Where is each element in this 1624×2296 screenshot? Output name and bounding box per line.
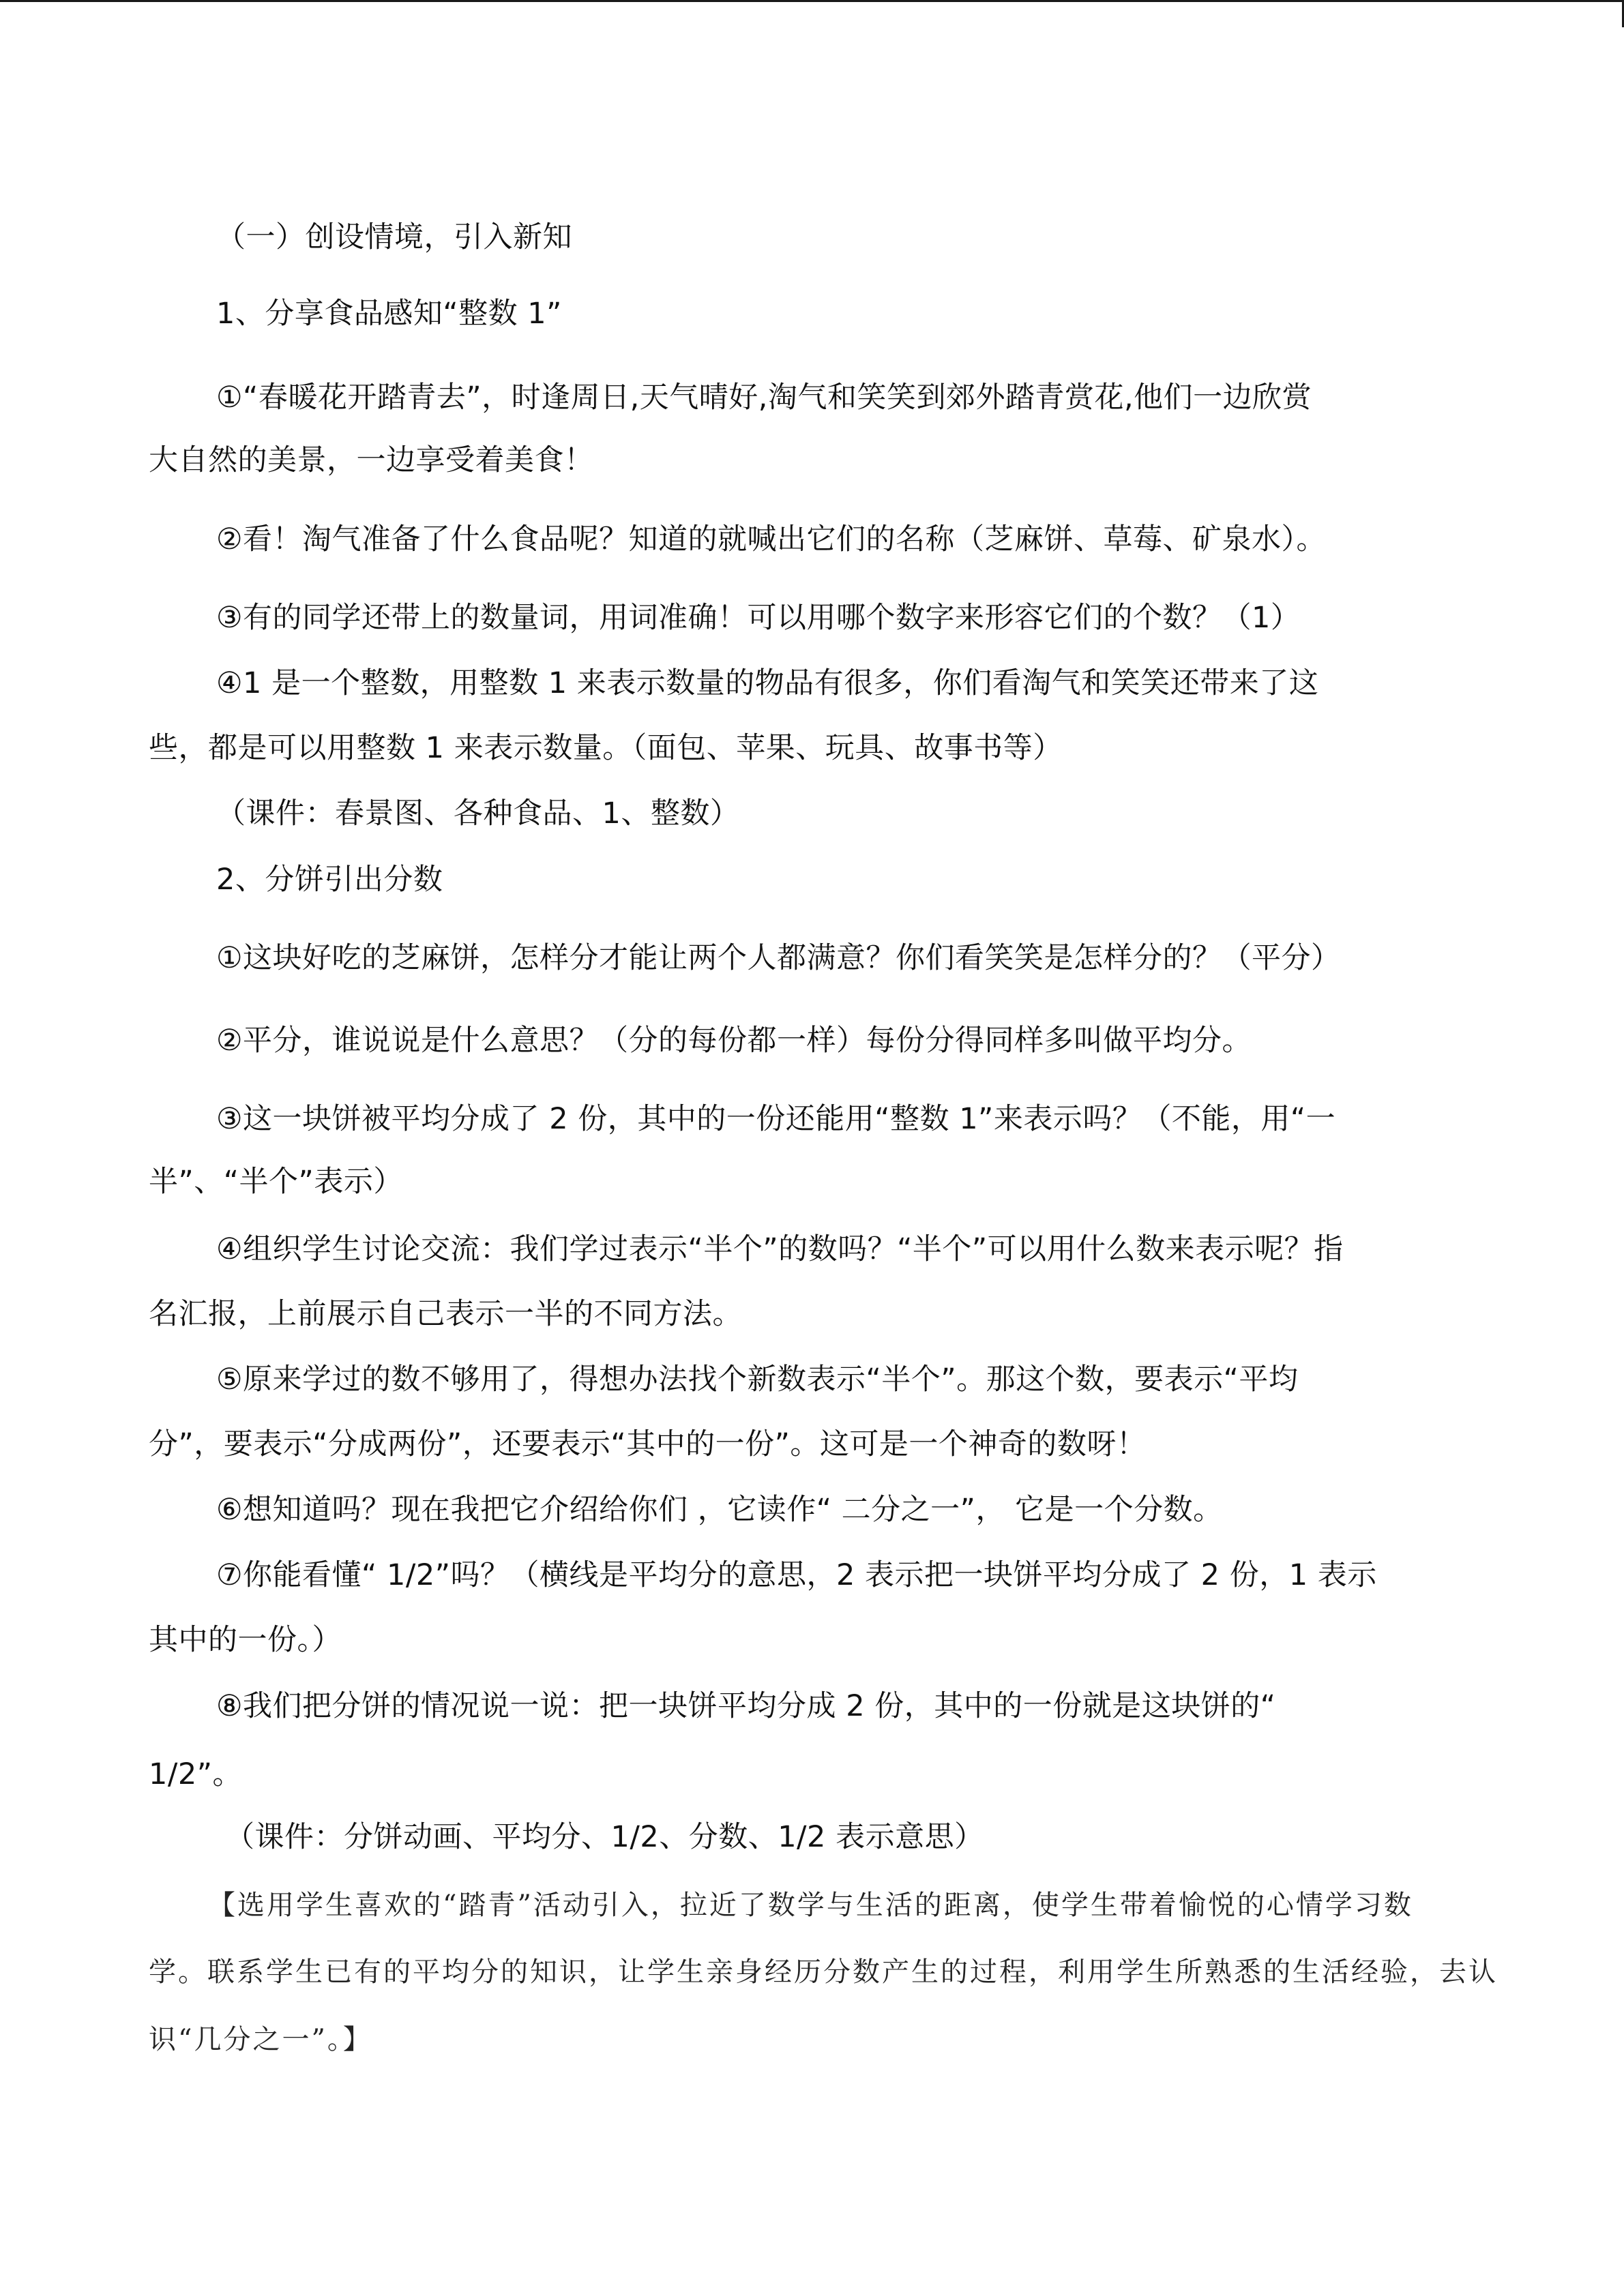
part2-paragraph-2: ②平分，谁说说是什么意思？（分的每份都一样）每份分得同样多叫做平均分。 — [216, 1024, 1252, 1058]
part2-paragraph-7-line-2: 其中的一份。） — [149, 1623, 342, 1657]
part2-paragraph-4-line-2: 名汇报，上前展示自己表示一半的不同方法。 — [149, 1297, 742, 1331]
part2-paragraph-8-line-1: ⑧我们把分饼的情况说一说：把一块饼平均分成 2 份，其中的一份就是这块饼的“ — [216, 1689, 1276, 1723]
part2-paragraph-5-line-2: 分”，要表示“分成两份”，还要表示“其中的一份”。这可是一个神奇的数呀！ — [149, 1427, 1147, 1461]
part1-paragraph-4-line-1: ④1 是一个整数，用整数 1 来表示数量的物品有很多，你们看淘气和笑笑还带来了这 — [216, 666, 1319, 700]
top-border-line — [0, 0, 1624, 2]
part2-paragraph-8-line-2: 1/2”。 — [149, 1757, 242, 1791]
part1-heading: 1、分享食品感知“整数 1” — [216, 297, 562, 331]
part2-paragraph-5-line-1: ⑤原来学过的数不够用了，得想办法找个新数表示“半个”。那这个数，要表示“平均 — [216, 1362, 1299, 1397]
part2-paragraph-6: ⑥想知道吗？现在我把它介绍给你们 ，它读作“ 二分之一”， 它是一个分数。 — [216, 1493, 1223, 1527]
part1-paragraph-2: ②看！淘气准备了什么食品呢？知道的就喊出它们的名称（芝麻饼、草莓、矿泉水）。 — [216, 522, 1327, 556]
part1-paragraph-3: ③有的同学还带上的数量词，用词准确！可以用哪个数字来形容它们的个数？（1） — [216, 601, 1301, 635]
commentary-line-2: 学。联系学生已有的平均分的知识，让学生亲身经历分数产生的过程，利用学生所熟悉的生活经验，去认 — [149, 1956, 1498, 1988]
part2-paragraph-4-line-1: ④组织学生讨论交流：我们学过表示“半个”的数吗？“半个”可以用什么数来表示呢？指 — [216, 1232, 1344, 1266]
commentary-line-1: 【选用学生喜欢的“踏青”活动引入，拉近了数学与生活的距离，使学生带着愉悦的心情学习数 — [208, 1890, 1413, 1921]
commentary-line-3: 识“几分之一”。】 — [149, 2024, 372, 2055]
part1-paragraph-1-line-1: ①“春暖花开踏青去”，时逢周日,天气晴好,淘气和笑笑到郊外踏青赏花,他们一边欣赏 — [216, 381, 1312, 415]
section-title: （一）创设情境，引入新知 — [216, 220, 572, 254]
part1-paragraph-1-line-2: 大自然的美景，一边享受着美食！ — [149, 443, 594, 477]
part2-paragraph-1: ①这块好吃的芝麻饼，怎样分才能让两个人都满意？你们看笑笑是怎样分的？（平分） — [216, 941, 1341, 975]
part2-paragraph-7-line-1: ⑦你能看懂“ 1/2”吗？（横线是平均分的意思，2 表示把一块饼平均分成了 2 份，1 表示 — [216, 1558, 1377, 1592]
part2-paragraph-3-line-1: ③这一块饼被平均分成了 2 份，其中的一份还能用“整数 1”来表示吗？（不能，用“一 — [216, 1102, 1336, 1136]
part2-courseware-note: （课件：分饼动画、平均分、1/2、分数、1/2 表示意思） — [225, 1820, 984, 1854]
part2-heading: 2、分饼引出分数 — [216, 863, 443, 897]
part1-paragraph-4-line-2: 些，都是可以用整数 1 来表示数量。（面包、苹果、玩具、故事书等） — [149, 731, 1063, 765]
part2-paragraph-3-line-2: 半”、“半个”表示） — [149, 1165, 403, 1199]
part1-courseware-note: （课件：春景图、各种食品、1、整数） — [216, 796, 740, 831]
